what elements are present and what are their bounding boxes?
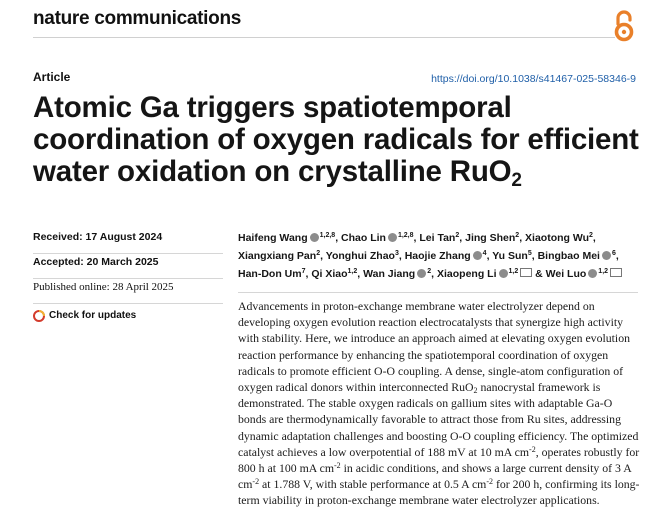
author-entry [546,268,622,280]
author-name[interactable]: Chao Lin [341,232,386,244]
article-type: Article [33,70,71,84]
abstract-text: for 200 h, confirming its long-term viability in proton-exchange membrane water electrolyzer applications. [238,477,640,508]
email-icon[interactable] [520,268,532,277]
abstract-superscript: -2 [529,444,536,454]
author-entry [437,268,532,280]
article-dates [33,229,223,328]
author-entry [538,250,616,262]
author-name[interactable]: Xiaotong Wu [525,232,590,244]
author-name[interactable]: Yu Sun [492,250,528,262]
doi-link[interactable]: https://doi.org/10.1038/s41467-025-58346-9 [431,73,636,85]
author-entry [341,232,414,244]
author-name[interactable]: Haifeng Wang [238,232,308,244]
author-separator: , [357,268,364,280]
received-date: Received: 17 August 2024 [33,231,163,243]
author-separator: , [486,250,493,262]
author-name[interactable]: Jing Shen [465,232,516,244]
orcid-icon[interactable] [473,251,482,260]
published-date: Published online: 28 April 2025 [33,281,174,293]
orcid-icon[interactable] [417,269,426,278]
title-main: Atomic Ga triggers spatiotemporal coordination of oxygen radicals for efficient water oxidation on crystalline RuO [33,91,639,188]
email-icon[interactable] [610,268,622,277]
author-separator: , [519,232,526,244]
author-name[interactable]: Haojie Zhang [404,250,471,262]
author-affiliation: 2 [455,232,460,239]
author-name[interactable]: Wei Luo [545,268,587,280]
author-affiliation: 1,2 [508,268,519,275]
author-affiliation: 2 [589,232,593,239]
author-name[interactable]: Wan Jiang [363,268,416,280]
author-entry [363,268,431,280]
author-affiliation: 1,2,8 [397,232,414,239]
author-separator: , [305,268,312,280]
author-separator: , [592,232,596,244]
author-entry [525,232,593,244]
check-updates-icon [33,310,45,322]
author-entry [326,250,399,262]
author-entry [311,268,357,280]
abstract-text: Advancements in proton-exchange membrane water electrolyzer depend on developing oxygen evolution reaction electrocatalysts that synergize high activity with stability. Here, we introduce an approach aimed at elevating oxygen evolution reaction performance by enhancing the spatiotemporal coordination of oxygen radicals to promote efficient O-O coupling. A dense, single-atom configuration of oxygen radical donors within interconnected RuO [238,299,631,395]
author-entry [465,232,519,244]
abstract-text: in acidic conditions, and shows a large current density of 3 A cm [238,461,632,492]
author-separator: & [532,268,546,280]
author-name[interactable]: Qi Xiao [311,268,348,280]
author-affiliation: 2 [427,268,432,275]
author-separator: , [320,250,326,262]
abstract [238,298,642,509]
author-name[interactable]: Xiaopeng Li [436,268,497,280]
header-divider [33,37,615,38]
author-affiliation: 5 [527,250,532,257]
abstract-text: nanocrystal framework is demonstrated. The stable oxygen radicals on gallium sites with adaptable Ga-O bonds are thermodynamically favorable to attract those from Ru sites, addressing dynamic adaptation challenges and boosting O-O coupling efficiency. The optimized catalyst achieves a low overpotential of 188 mV at 10 mA cm [238,380,639,459]
author-entry [238,250,320,262]
author-entry [419,232,459,244]
abstract-superscript: -2 [486,477,494,487]
author-affiliation: 1,2 [598,268,609,275]
author-affiliation: 3 [394,250,399,257]
abstract-superscript: -2 [252,477,260,487]
author-entry [492,250,532,262]
abstract-text: , operates robustly for 800 h at 100 mA cm [238,444,640,476]
orcid-icon[interactable] [310,233,319,242]
author-affiliation: 6 [611,250,616,257]
author-affiliation: 7 [301,268,306,275]
author-separator: , [459,232,466,244]
article-title [33,91,645,191]
author-name[interactable]: Yonghui Zhao [325,250,395,262]
abstract-subscript: 2 [473,386,478,396]
author-entry [405,250,487,262]
author-name[interactable]: Bingbao Mei [537,250,600,262]
check-updates-label: Check for updates [49,310,137,321]
journal-name: nature communications [33,8,242,29]
author-separator: , [398,250,405,262]
author-affiliation: 2 [316,250,321,257]
author-separator: , [531,250,538,262]
orcid-icon[interactable] [388,233,397,242]
author-affiliation: 4 [482,250,487,257]
author-separator: , [615,250,619,262]
abstract-divider [238,292,638,293]
author-name[interactable]: Xiangxiang Pan [238,250,317,262]
check-for-updates-button[interactable] [33,304,223,328]
author-name[interactable]: Han-Don Um [238,268,302,280]
abstract-superscript: -2 [334,461,341,471]
author-affiliation: 1,2,8 [319,232,336,239]
author-list [238,229,638,283]
author-name[interactable]: Lei Tan [419,232,456,244]
title-subscript: 2 [511,170,522,191]
orcid-icon[interactable] [602,251,611,260]
author-separator: , [431,268,437,280]
author-affiliation: 1,2 [347,268,358,275]
author-entry [238,268,306,280]
accepted-date: Accepted: 20 March 2025 [33,256,159,268]
abstract-text: at 1.788 V, with stable performance at 0.5 A cm [259,477,487,492]
author-separator: , [413,232,420,244]
orcid-icon[interactable] [499,269,508,278]
orcid-icon[interactable] [588,269,597,278]
author-affiliation: 2 [515,232,520,239]
author-entry [238,232,335,244]
author-separator: , [335,232,342,244]
